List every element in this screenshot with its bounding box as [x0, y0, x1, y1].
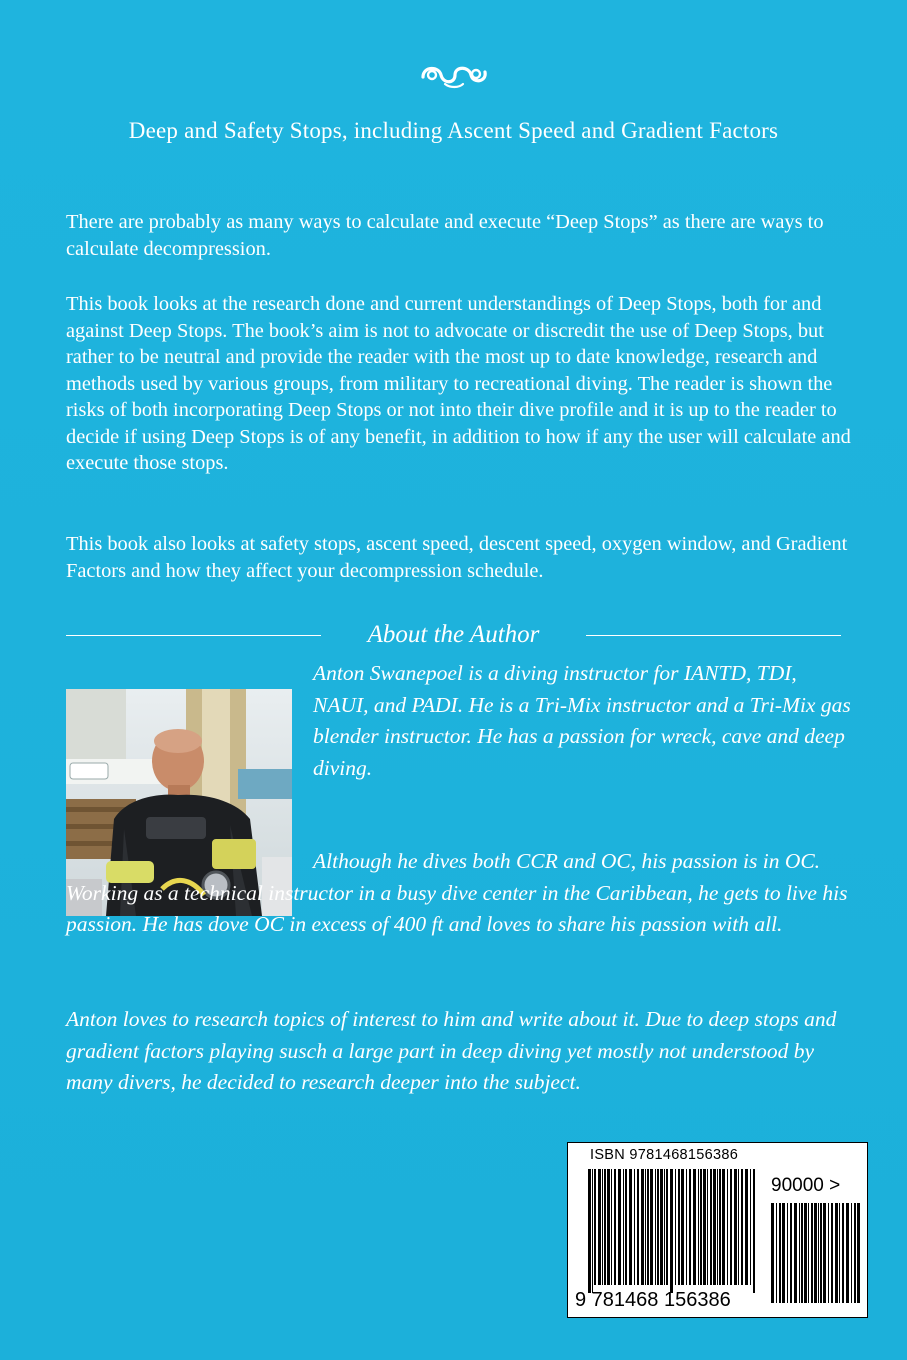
barcode-bar [750, 1169, 751, 1285]
barcode-bar [664, 1169, 665, 1285]
barcode-bar [602, 1169, 603, 1285]
barcode-bar [790, 1203, 792, 1303]
barcode-bar [745, 1169, 748, 1285]
heading-divider-right [586, 635, 841, 636]
barcode-bar [710, 1169, 712, 1285]
barcode-bar [818, 1203, 819, 1303]
barcode-bar [647, 1169, 649, 1285]
barcode-bar [794, 1203, 797, 1303]
isbn-label: ISBN 9781468156386 [590, 1147, 739, 1163]
barcode-bar [670, 1169, 673, 1293]
barcode-bar [719, 1169, 721, 1285]
barcode-bar [828, 1203, 829, 1303]
barcode-icon [588, 1169, 756, 1293]
barcode-bar [857, 1203, 860, 1303]
barcode-bar [625, 1169, 627, 1285]
author-bio-paragraph: Anton Swanepoel is a diving instructor for IANTD, TDI, NAUI, and PADI. He is a Tri-Mix instructor and a Tri-Mix gas blender instructor. He has a passion for wreck, cave and deep diving. [313, 661, 851, 780]
barcode-bar [657, 1169, 659, 1285]
barcode-bar [698, 1169, 699, 1285]
barcode-bar [623, 1169, 624, 1285]
barcode-bar [741, 1169, 743, 1285]
book-subtitle: Deep and Safety Stops, including Ascent Speed and Gradient Factors [128, 118, 779, 143]
barcode-bar [650, 1169, 653, 1285]
barcode-bar [730, 1169, 732, 1285]
swirl-ornament-icon [417, 60, 491, 90]
barcode-bar [851, 1203, 852, 1303]
barcode-bar [799, 1203, 800, 1303]
barcode-bar [592, 1169, 593, 1293]
barcode-bar [700, 1169, 702, 1285]
barcode-bar [681, 1169, 684, 1285]
barcode-bar [678, 1169, 680, 1285]
isbn-barcode-block [567, 1142, 868, 1318]
blurb-paragraph: This book looks at the research done and current understandings of Deep Stops, both for and against Deep Stops. The book’s aim is not to advocate or discredit the use of Deep Stops, but rather to be neutral and provide the reader with the most up to date knowledge, research and methods used by various groups, from military to recreational diving. The reader is shown the risks of both incorporating Deep Stops or not into their dive profile and it is up to the reader to decide if using Deep Stops is of any benefit, in addition to how if any the user will calculate and execute those stops. [66, 293, 851, 474]
barcode-bar [823, 1203, 826, 1303]
barcode-bar [787, 1203, 788, 1303]
barcode-bar [655, 1169, 656, 1285]
barcode-bar [703, 1169, 706, 1285]
barcode-bar [753, 1169, 755, 1293]
author-bio-paragraph: Anton loves to research topics of interest to him and write about it. Due to deep stops and gradient factors playing susch a large part in deep diving yet mostly not understood by many divers, he decided to research deeper into the subject. [66, 1007, 837, 1094]
barcode-bar [808, 1203, 809, 1303]
barcode-bar [779, 1203, 781, 1303]
barcode-bar [814, 1203, 817, 1303]
about-author-heading: About the Author [367, 621, 540, 648]
barcode-bar [693, 1169, 696, 1285]
barcode-bar [598, 1169, 601, 1285]
blurb-paragraph: This book also looks at safety stops, ascent speed, descent speed, oxygen window, and Gradient Factors and how they affect your decompression schedule. [66, 533, 848, 582]
barcode-bar [645, 1169, 646, 1285]
barcode-bar [707, 1169, 708, 1285]
barcode-bar [634, 1169, 635, 1285]
author-bio-paragraph: Although he dives both CCR and OC, his passion is in OC. Working as a technical instructor in a busy dive center in the Caribbean, he gets to live his passion. He has dove OC in excess of 400 ft and loves to share his passion with all. [66, 849, 848, 936]
barcode-bar [782, 1203, 785, 1303]
barcode-bar [641, 1169, 644, 1285]
barcode-bar [618, 1169, 621, 1285]
blurb-paragraph: There are probably as many ways to calculate and execute “Deep Stops” as there are ways to calculate decompression. [66, 211, 824, 260]
barcode-bar [722, 1169, 725, 1285]
barcode-bar [854, 1203, 856, 1303]
barcode-bar [675, 1169, 676, 1285]
barcode-bar [713, 1169, 716, 1285]
barcode-bar [831, 1203, 833, 1303]
barcode-bar [734, 1169, 737, 1285]
barcode-bar [776, 1203, 777, 1303]
barcode-bar [637, 1169, 639, 1285]
barcode-digits: 9 781468 156386 [575, 1289, 731, 1311]
barcode-bar [771, 1203, 774, 1303]
barcode-bar [614, 1169, 616, 1285]
barcode-bar [611, 1169, 612, 1285]
price-code: 90000 > [771, 1175, 841, 1196]
barcode-bar [811, 1203, 813, 1303]
barcode-bar [727, 1169, 728, 1285]
barcode-bar [804, 1203, 807, 1303]
barcode-bar [820, 1203, 822, 1303]
barcode-bar [666, 1169, 668, 1285]
barcode-bar [588, 1169, 591, 1293]
barcode-bar [835, 1203, 838, 1303]
barcode-bar [604, 1169, 606, 1285]
barcode-bar [607, 1169, 610, 1285]
barcode-bar [801, 1203, 803, 1303]
addon-barcode-icon [771, 1203, 861, 1311]
barcode-bar [660, 1169, 663, 1285]
barcode-bar [717, 1169, 718, 1285]
barcode-bar [846, 1203, 849, 1303]
barcode-bar [689, 1169, 691, 1285]
barcode-bar [738, 1169, 739, 1285]
barcode-bar [842, 1203, 844, 1303]
barcode-bar [686, 1169, 687, 1285]
barcode-bar [594, 1169, 596, 1285]
barcode-bar [839, 1203, 840, 1303]
barcode-bar [629, 1169, 632, 1285]
